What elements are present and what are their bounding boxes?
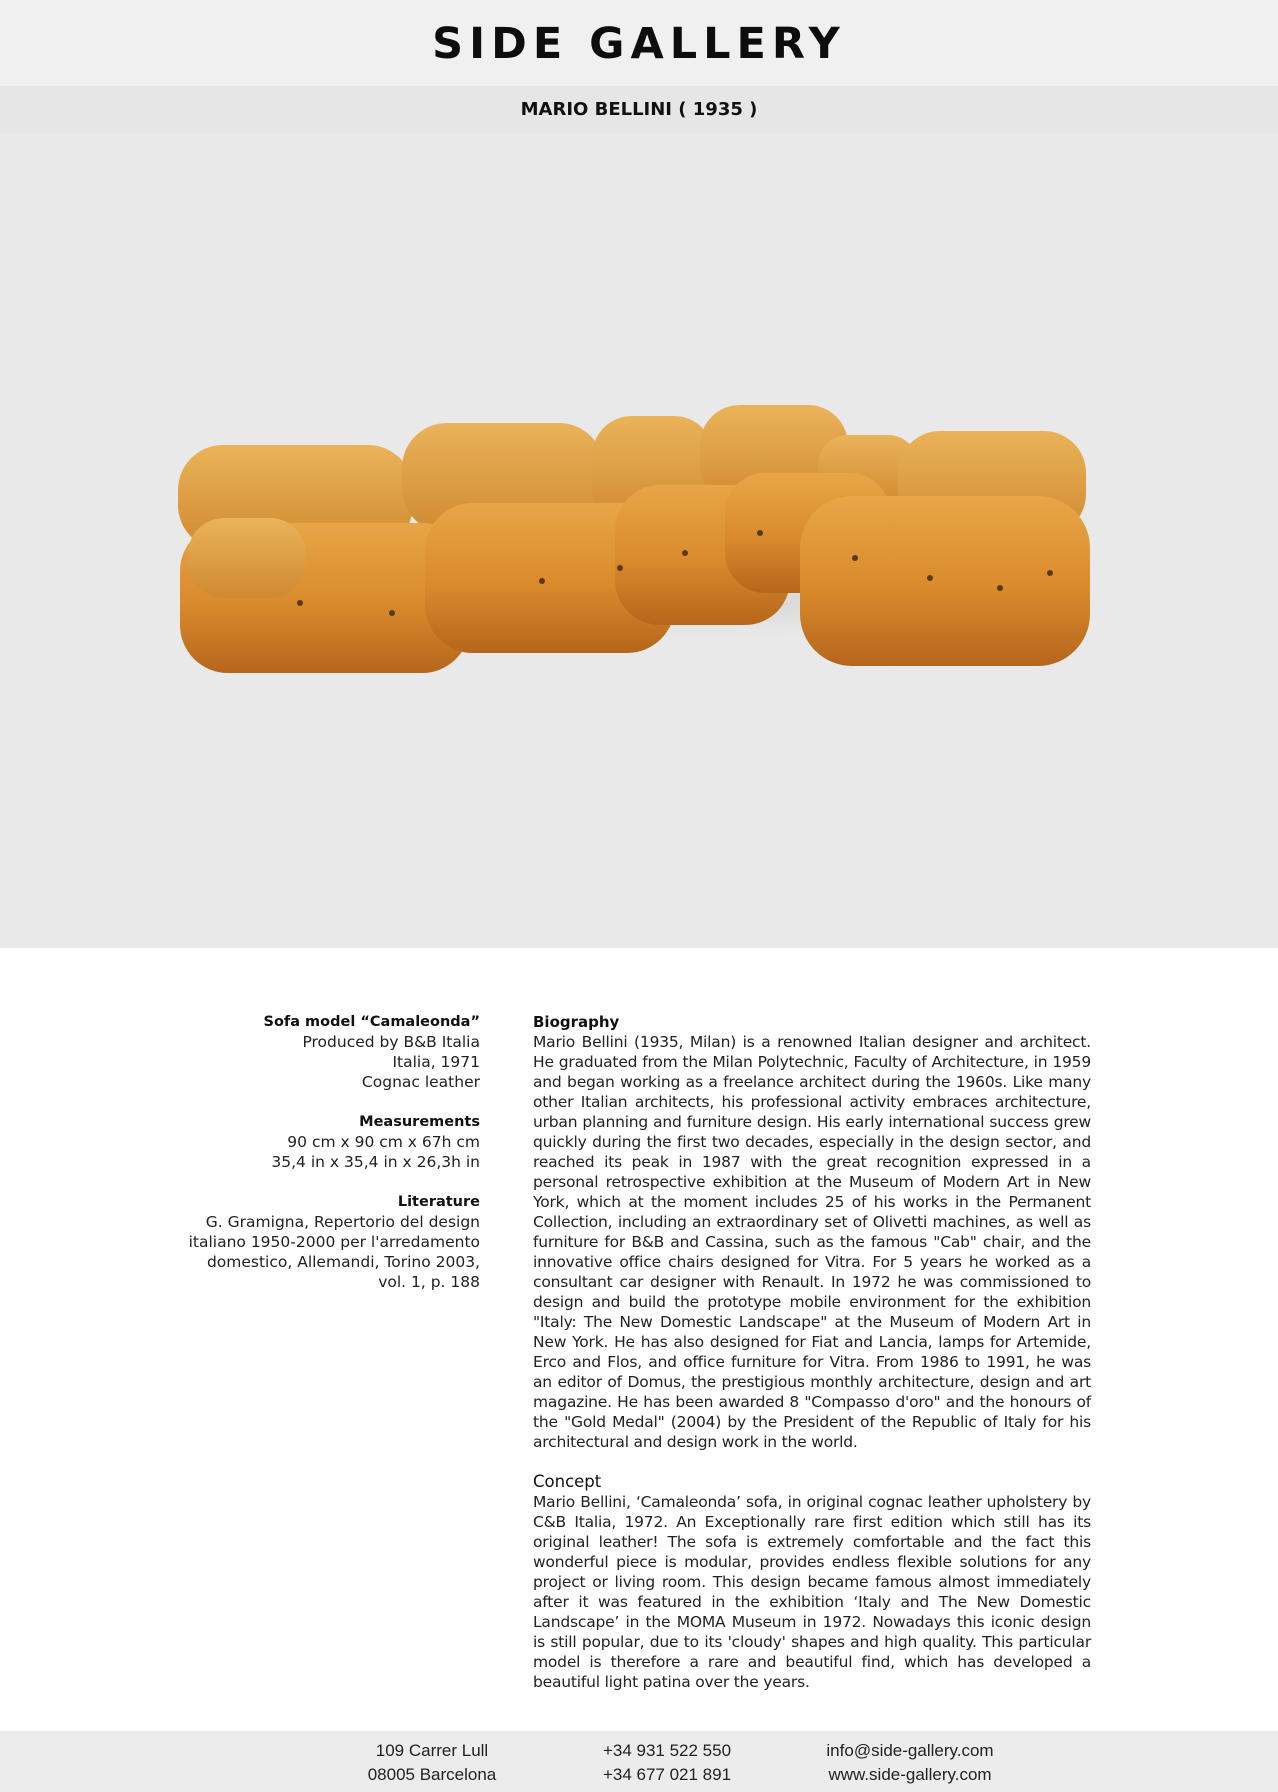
email-link[interactable]: info@side-gallery.com [826, 1741, 994, 1760]
concept-label: Concept [533, 1472, 602, 1491]
address-line: 109 Carrer Lull [375, 1741, 489, 1760]
brand-logo[interactable]: SIDE GALLERY [432, 19, 846, 69]
sofa-photo [0, 133, 1278, 948]
address-line: 08005 Barcelona [367, 1765, 497, 1784]
description [533, 1012, 1091, 1692]
measurement-line: 90 cm x 90 cm x 67h cm [287, 1133, 480, 1151]
literature-line: G. Gramigna, Repertorio del design [205, 1213, 480, 1231]
biography-label: Biography [533, 1013, 620, 1031]
artist-name: MARIO BELLINI ( 1935 ) [520, 99, 758, 120]
footer-address [342, 1739, 522, 1787]
product-details [150, 1012, 480, 1292]
footer-phones [577, 1739, 757, 1787]
footer-web [800, 1739, 1020, 1787]
detail-line: Italia, 1971 [392, 1053, 480, 1071]
measurement-line: 35,4 in x 35,4 in x 26,3h in [271, 1153, 480, 1171]
measurements-label: Measurements [359, 1114, 480, 1130]
website-link[interactable]: www.side-gallery.com [828, 1765, 992, 1784]
biography-text: Mario Bellini (1935, Milan) is a renowned Italian designer and architect. He graduated from the Milan Polytechnic, Faculty of Architecture, in 1959 and began working as a freelance architect during the 1960s. Like many other Italian architects, his professional activity embraces architecture, urban planning and furniture design. His early international success grew quickly during the first two decades, especially in the design sector, and reached its peak in 1987 with the great recognition expressed in a personal retrospective exhibition at the Museum of Modern Art in New York, which at the moment includes 25 of his works in the Permanent Collection, including an extraordinary set of Olivetti machines, as well as furniture for B&B and Cassina, such as the famous "Cab" chair, and the innovative office chairs designed for Vitra. For 5 years he worked as a consultant car designer with Renault. In 1972 he was commissioned to design and build the prototype mobile environment for the exhibition "Italy: The New Domestic Landscape" at the Museum of Modern Art in New York. He has also designed for Fiat and Lancia, lamps for Artemide, Erco and Flos, and office furniture for Vitra. From 1986 to 1991, he was an editor of Domus, the prestigious monthly architecture, design and art magazine. He has been awarded 8 "Compasso d'oro" and the honours of the "Gold Medal" (2004) by the President of the Republic of Italy for his architectural and design work in the world. [533, 1033, 1091, 1451]
sofa-image [0, 133, 1278, 948]
model-label: Sofa model “Camaleonda” [263, 1014, 480, 1030]
literature-line: italiano 1950-2000 per l'arredamento [188, 1233, 480, 1251]
header [0, 0, 1278, 86]
detail-line: Produced by B&B Italia [302, 1033, 480, 1051]
detail-line: Cognac leather [361, 1073, 480, 1091]
literature-line: domestico, Allemandi, Torino 2003, [206, 1253, 480, 1271]
footer [0, 1731, 1278, 1792]
concept-text: Mario Bellini, ‘Camaleonda’ sofa, in original cognac leather upholstery by C&B Italia, 1972. An Exceptionally rare first edition which still has its original leather! The sofa is extremely comfortable and the fact this wonderful piece is modular, provides endless flexible solutions for any project or living room. This design became famous almost immediately after it was featured in the exhibition ‘Italy and The New Domestic Landscape’ in the MOMA Museum in 1972. Nowadays this iconic design is still popular, due to its 'cloudy' shapes and high quality. This particular model is therefore a rare and beautiful find, which has developed a beautiful light patina over the years. [533, 1493, 1091, 1691]
phone-link[interactable]: +34 931 522 550 [602, 1741, 732, 1760]
phone-link[interactable]: +34 677 021 891 [602, 1765, 732, 1784]
literature-line: vol. 1, p. 188 [378, 1273, 480, 1291]
artist-bar [0, 86, 1278, 133]
literature-label: Literature [397, 1194, 480, 1210]
